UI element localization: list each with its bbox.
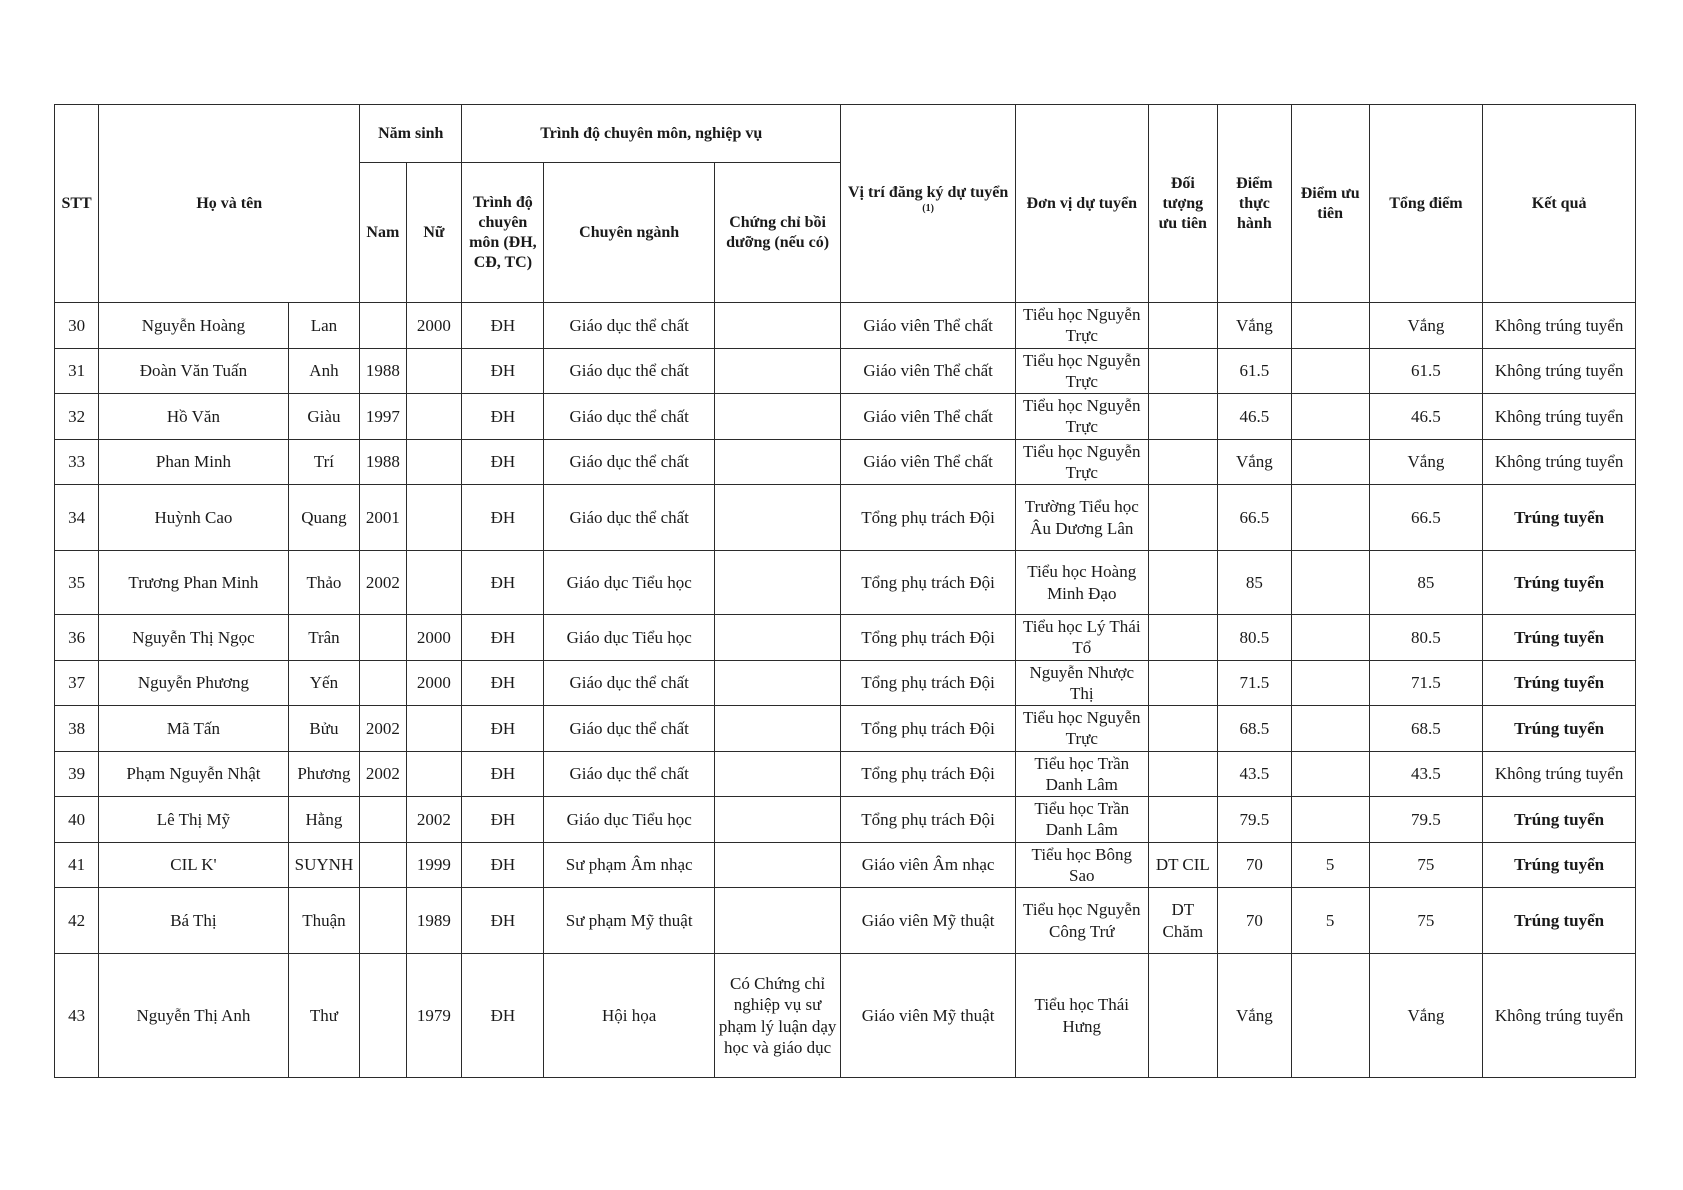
table-row: [55, 842, 1636, 888]
cell-ket-qua: Trúng tuyển: [1483, 551, 1636, 615]
cell-diem-thuc-hanh: 66.5: [1218, 485, 1292, 551]
cell-ho-dem: Nguyễn Phương: [99, 660, 288, 706]
cell-chuyen-nganh: Giáo dục Tiểu học: [544, 797, 715, 843]
cell-ten: Trân: [288, 615, 360, 661]
cell-chung-chi: [714, 706, 840, 752]
cell-chung-chi: [714, 485, 840, 551]
cell-nam: 2002: [360, 551, 406, 615]
cell-don-vi: Tiểu học Nguyễn Trực: [1015, 439, 1148, 485]
cell-vi-tri: Tổng phụ trách Đội: [841, 485, 1016, 551]
table-row: [55, 485, 1636, 551]
cell-diem-uu-tien: [1291, 439, 1369, 485]
cell-nu: [406, 706, 462, 752]
cell-trinh-do: ĐH: [462, 394, 544, 440]
cell-ho-dem: Huỳnh Cao: [99, 485, 288, 551]
cell-ket-qua: Trúng tuyển: [1483, 706, 1636, 752]
cell-doi-tuong: [1148, 954, 1217, 1078]
cell-nu: 2002: [406, 797, 462, 843]
cell-trinh-do: ĐH: [462, 842, 544, 888]
cell-nu: 1989: [406, 888, 462, 954]
cell-chuyen-nganh: Giáo dục thể chất: [544, 706, 715, 752]
cell-ho-dem: Nguyễn Hoàng: [99, 303, 288, 349]
cell-nam: 2001: [360, 485, 406, 551]
cell-ho-dem: Trương Phan Minh: [99, 551, 288, 615]
cell-ho-dem: Mã Tấn: [99, 706, 288, 752]
header-chuyen-nganh: Chuyên ngành: [544, 163, 715, 303]
cell-stt: 35: [55, 551, 99, 615]
cell-diem-uu-tien: [1291, 551, 1369, 615]
cell-chung-chi: [714, 439, 840, 485]
cell-doi-tuong: [1148, 751, 1217, 797]
cell-ho-dem: Lê Thị Mỹ: [99, 797, 288, 843]
cell-doi-tuong: [1148, 485, 1217, 551]
cell-doi-tuong: DT CIL: [1148, 842, 1217, 888]
cell-diem-thuc-hanh: 71.5: [1218, 660, 1292, 706]
cell-vi-tri: Giáo viên Thể chất: [841, 348, 1016, 394]
cell-diem-uu-tien: [1291, 303, 1369, 349]
cell-nam: 2002: [360, 706, 406, 752]
cell-nam: 2002: [360, 751, 406, 797]
cell-stt: 39: [55, 751, 99, 797]
cell-vi-tri: Tổng phụ trách Đội: [841, 615, 1016, 661]
cell-ho-dem: Nguyễn Thị Ngọc: [99, 615, 288, 661]
cell-tong-diem: 46.5: [1369, 394, 1483, 440]
cell-diem-uu-tien: [1291, 615, 1369, 661]
table-row: [55, 439, 1636, 485]
cell-chuyen-nganh: Giáo dục thể chất: [544, 660, 715, 706]
cell-tong-diem: 71.5: [1369, 660, 1483, 706]
cell-ho-dem: CIL K': [99, 842, 288, 888]
cell-ket-qua: Không trúng tuyển: [1483, 348, 1636, 394]
cell-ten: SUYNH: [288, 842, 360, 888]
cell-trinh-do: ĐH: [462, 303, 544, 349]
cell-chung-chi: Có Chứng chỉ nghiệp vụ sư phạm lý luận dạy học và giáo dục: [714, 954, 840, 1078]
cell-stt: 32: [55, 394, 99, 440]
cell-ten: Bửu: [288, 706, 360, 752]
cell-trinh-do: ĐH: [462, 797, 544, 843]
cell-nam: 1997: [360, 394, 406, 440]
cell-trinh-do: ĐH: [462, 954, 544, 1078]
cell-nam: [360, 797, 406, 843]
header-nu: Nữ: [406, 163, 462, 303]
cell-ket-qua: Không trúng tuyển: [1483, 751, 1636, 797]
cell-tong-diem: 43.5: [1369, 751, 1483, 797]
cell-ten: Quang: [288, 485, 360, 551]
cell-don-vi: Tiểu học Trần Danh Lâm: [1015, 797, 1148, 843]
cell-stt: 40: [55, 797, 99, 843]
cell-vi-tri: Tổng phụ trách Đội: [841, 706, 1016, 752]
table-row: [55, 751, 1636, 797]
cell-doi-tuong: [1148, 551, 1217, 615]
cell-diem-thuc-hanh: 79.5: [1218, 797, 1292, 843]
cell-doi-tuong: [1148, 797, 1217, 843]
header-row-1: [55, 105, 1636, 163]
cell-chuyen-nganh: Giáo dục thể chất: [544, 439, 715, 485]
cell-chuyen-nganh: Giáo dục Tiểu học: [544, 615, 715, 661]
cell-doi-tuong: [1148, 660, 1217, 706]
cell-don-vi: Trường Tiểu học Âu Dương Lân: [1015, 485, 1148, 551]
cell-ket-qua: Không trúng tuyển: [1483, 439, 1636, 485]
cell-nam: [360, 615, 406, 661]
results-body: [55, 303, 1636, 1078]
cell-chung-chi: [714, 348, 840, 394]
cell-chuyen-nganh: Giáo dục thể chất: [544, 348, 715, 394]
cell-don-vi: Tiểu học Trần Danh Lâm: [1015, 751, 1148, 797]
cell-trinh-do: ĐH: [462, 551, 544, 615]
cell-diem-thuc-hanh: 61.5: [1218, 348, 1292, 394]
header-nam: Nam: [360, 163, 406, 303]
cell-vi-tri: Giáo viên Thể chất: [841, 439, 1016, 485]
cell-ket-qua: Trúng tuyển: [1483, 485, 1636, 551]
cell-doi-tuong: DT Chăm: [1148, 888, 1217, 954]
cell-nam: [360, 954, 406, 1078]
cell-nu: [406, 751, 462, 797]
cell-chung-chi: [714, 888, 840, 954]
cell-diem-thuc-hanh: Vắng: [1218, 439, 1292, 485]
cell-trinh-do: ĐH: [462, 615, 544, 661]
cell-diem-thuc-hanh: Vắng: [1218, 303, 1292, 349]
cell-chung-chi: [714, 660, 840, 706]
cell-vi-tri: Giáo viên Mỹ thuật: [841, 954, 1016, 1078]
table-row: [55, 660, 1636, 706]
cell-diem-uu-tien: 5: [1291, 842, 1369, 888]
table-row: [55, 348, 1636, 394]
cell-tong-diem: Vắng: [1369, 303, 1483, 349]
cell-doi-tuong: [1148, 439, 1217, 485]
cell-ho-dem: Nguyễn Thị Anh: [99, 954, 288, 1078]
cell-trinh-do: ĐH: [462, 660, 544, 706]
cell-stt: 31: [55, 348, 99, 394]
cell-stt: 30: [55, 303, 99, 349]
cell-ten: Yến: [288, 660, 360, 706]
cell-trinh-do: ĐH: [462, 439, 544, 485]
cell-don-vi: Tiểu học Hoàng Minh Đạo: [1015, 551, 1148, 615]
table-row: [55, 888, 1636, 954]
cell-don-vi: Tiểu học Thái Hưng: [1015, 954, 1148, 1078]
cell-tong-diem: 68.5: [1369, 706, 1483, 752]
cell-doi-tuong: [1148, 706, 1217, 752]
table-row: [55, 303, 1636, 349]
cell-chuyen-nganh: Giáo dục thể chất: [544, 485, 715, 551]
header-diem-thuc-hanh: Điểm thực hành: [1218, 105, 1292, 303]
cell-diem-thuc-hanh: 85: [1218, 551, 1292, 615]
cell-diem-thuc-hanh: 70: [1218, 842, 1292, 888]
cell-ten: Lan: [288, 303, 360, 349]
cell-tong-diem: 66.5: [1369, 485, 1483, 551]
cell-diem-uu-tien: [1291, 485, 1369, 551]
cell-ket-qua: Trúng tuyển: [1483, 888, 1636, 954]
header-tong-diem: Tổng điểm: [1369, 105, 1483, 303]
cell-diem-uu-tien: [1291, 797, 1369, 843]
cell-don-vi: Nguyễn Nhược Thị: [1015, 660, 1148, 706]
cell-chuyen-nganh: Giáo dục thể chất: [544, 751, 715, 797]
cell-nam: [360, 303, 406, 349]
cell-tong-diem: 75: [1369, 842, 1483, 888]
cell-trinh-do: ĐH: [462, 888, 544, 954]
header-diem-uu-tien: Điểm ưu tiên: [1291, 105, 1369, 303]
cell-nu: [406, 348, 462, 394]
cell-tong-diem: 80.5: [1369, 615, 1483, 661]
cell-ket-qua: Không trúng tuyển: [1483, 394, 1636, 440]
results-sheet: [54, 104, 1636, 1078]
cell-ten: Anh: [288, 348, 360, 394]
cell-nu: [406, 485, 462, 551]
table-row: [55, 954, 1636, 1078]
cell-ket-qua: Trúng tuyển: [1483, 842, 1636, 888]
cell-diem-uu-tien: [1291, 394, 1369, 440]
cell-don-vi: Tiểu học Nguyễn Trực: [1015, 303, 1148, 349]
cell-chung-chi: [714, 615, 840, 661]
cell-nam: [360, 842, 406, 888]
cell-nu: 2000: [406, 303, 462, 349]
header-vi-tri-footnote: (1): [922, 203, 934, 215]
cell-vi-tri: Giáo viên Thể chất: [841, 303, 1016, 349]
table-row: [55, 615, 1636, 661]
cell-diem-uu-tien: [1291, 348, 1369, 394]
cell-doi-tuong: [1148, 348, 1217, 394]
cell-diem-uu-tien: 5: [1291, 888, 1369, 954]
cell-trinh-do: ĐH: [462, 751, 544, 797]
cell-stt: 34: [55, 485, 99, 551]
cell-nu: [406, 551, 462, 615]
header-chung-chi: Chứng chỉ bồi dưỡng (nếu có): [714, 163, 840, 303]
cell-stt: 38: [55, 706, 99, 752]
header-ket-qua: Kết quả: [1483, 105, 1636, 303]
cell-ten: Thuận: [288, 888, 360, 954]
cell-don-vi: Tiểu học Bông Sao: [1015, 842, 1148, 888]
cell-diem-thuc-hanh: 80.5: [1218, 615, 1292, 661]
cell-vi-tri: Giáo viên Mỹ thuật: [841, 888, 1016, 954]
cell-tong-diem: Vắng: [1369, 439, 1483, 485]
cell-diem-thuc-hanh: 70: [1218, 888, 1292, 954]
cell-stt: 41: [55, 842, 99, 888]
cell-ten: Thư: [288, 954, 360, 1078]
cell-don-vi: Tiểu học Lý Thái Tổ: [1015, 615, 1148, 661]
cell-vi-tri: Tổng phụ trách Đội: [841, 551, 1016, 615]
header-don-vi: Đơn vị dự tuyển: [1015, 105, 1148, 303]
cell-ten: Thảo: [288, 551, 360, 615]
table-row: [55, 394, 1636, 440]
cell-doi-tuong: [1148, 303, 1217, 349]
cell-trinh-do: ĐH: [462, 706, 544, 752]
cell-ho-dem: Hồ Văn: [99, 394, 288, 440]
cell-chuyen-nganh: Sư phạm Âm nhạc: [544, 842, 715, 888]
cell-stt: 37: [55, 660, 99, 706]
cell-nu: 1999: [406, 842, 462, 888]
cell-diem-uu-tien: [1291, 751, 1369, 797]
header-ho-ten: Họ và tên: [99, 105, 360, 303]
cell-nam: [360, 888, 406, 954]
cell-chung-chi: [714, 303, 840, 349]
cell-ten: Phương: [288, 751, 360, 797]
cell-diem-thuc-hanh: 43.5: [1218, 751, 1292, 797]
cell-nu: 1979: [406, 954, 462, 1078]
cell-ket-qua: Không trúng tuyển: [1483, 954, 1636, 1078]
cell-don-vi: Tiểu học Nguyễn Trực: [1015, 394, 1148, 440]
cell-tong-diem: 85: [1369, 551, 1483, 615]
cell-don-vi: Tiểu học Nguyễn Trực: [1015, 706, 1148, 752]
header-trinh-do: Trình độ chuyên môn (ĐH, CĐ, TC): [462, 163, 544, 303]
cell-ten: Hằng: [288, 797, 360, 843]
cell-vi-tri: Giáo viên Âm nhạc: [841, 842, 1016, 888]
cell-tong-diem: 75: [1369, 888, 1483, 954]
cell-nu: 2000: [406, 660, 462, 706]
header-vi-tri-label: Vị trí đăng ký dự tuyển: [847, 184, 1009, 202]
cell-vi-tri: Tổng phụ trách Đội: [841, 660, 1016, 706]
cell-nam: 1988: [360, 348, 406, 394]
results-table: [54, 104, 1636, 1078]
cell-diem-thuc-hanh: 68.5: [1218, 706, 1292, 752]
cell-tong-diem: 79.5: [1369, 797, 1483, 843]
cell-diem-thuc-hanh: Vắng: [1218, 954, 1292, 1078]
cell-stt: 42: [55, 888, 99, 954]
header-doi-tuong: Đối tượng ưu tiên: [1148, 105, 1217, 303]
cell-ho-dem: Phạm Nguyễn Nhật: [99, 751, 288, 797]
cell-vi-tri: Tổng phụ trách Đội: [841, 797, 1016, 843]
header-vi-tri: [841, 105, 1016, 303]
cell-nam: [360, 660, 406, 706]
cell-chung-chi: [714, 551, 840, 615]
cell-nam: 1988: [360, 439, 406, 485]
cell-chung-chi: [714, 751, 840, 797]
cell-vi-tri: Tổng phụ trách Đội: [841, 751, 1016, 797]
cell-doi-tuong: [1148, 615, 1217, 661]
header-nam-sinh: Năm sinh: [360, 105, 462, 163]
cell-nu: [406, 439, 462, 485]
cell-chung-chi: [714, 394, 840, 440]
cell-stt: 33: [55, 439, 99, 485]
cell-diem-uu-tien: [1291, 954, 1369, 1078]
cell-diem-uu-tien: [1291, 660, 1369, 706]
cell-nu: 2000: [406, 615, 462, 661]
cell-chung-chi: [714, 842, 840, 888]
cell-stt: 43: [55, 954, 99, 1078]
cell-ho-dem: Bá Thị: [99, 888, 288, 954]
cell-ho-dem: Phan Minh: [99, 439, 288, 485]
table-row: [55, 797, 1636, 843]
cell-nu: [406, 394, 462, 440]
cell-chuyen-nganh: Hội họa: [544, 954, 715, 1078]
cell-ten: Giàu: [288, 394, 360, 440]
cell-vi-tri: Giáo viên Thể chất: [841, 394, 1016, 440]
header-stt: STT: [55, 105, 99, 303]
cell-ket-qua: Trúng tuyển: [1483, 660, 1636, 706]
cell-chuyen-nganh: Giáo dục thể chất: [544, 394, 715, 440]
cell-diem-thuc-hanh: 46.5: [1218, 394, 1292, 440]
cell-ten: Trí: [288, 439, 360, 485]
cell-tong-diem: 61.5: [1369, 348, 1483, 394]
cell-doi-tuong: [1148, 394, 1217, 440]
cell-ket-qua: Không trúng tuyển: [1483, 303, 1636, 349]
cell-stt: 36: [55, 615, 99, 661]
cell-ket-qua: Trúng tuyển: [1483, 615, 1636, 661]
cell-trinh-do: ĐH: [462, 348, 544, 394]
table-row: [55, 551, 1636, 615]
cell-chuyen-nganh: Giáo dục thể chất: [544, 303, 715, 349]
cell-chuyen-nganh: Giáo dục Tiểu học: [544, 551, 715, 615]
cell-don-vi: Tiểu học Nguyễn Công Trứ: [1015, 888, 1148, 954]
table-row: [55, 706, 1636, 752]
cell-trinh-do: ĐH: [462, 485, 544, 551]
cell-chuyen-nganh: Sư phạm Mỹ thuật: [544, 888, 715, 954]
header-trinh-do-group: Trình độ chuyên môn, nghiệp vụ: [462, 105, 841, 163]
cell-ket-qua: Trúng tuyển: [1483, 797, 1636, 843]
cell-don-vi: Tiểu học Nguyễn Trực: [1015, 348, 1148, 394]
cell-chung-chi: [714, 797, 840, 843]
cell-tong-diem: Vắng: [1369, 954, 1483, 1078]
cell-diem-uu-tien: [1291, 706, 1369, 752]
cell-ho-dem: Đoàn Văn Tuấn: [99, 348, 288, 394]
